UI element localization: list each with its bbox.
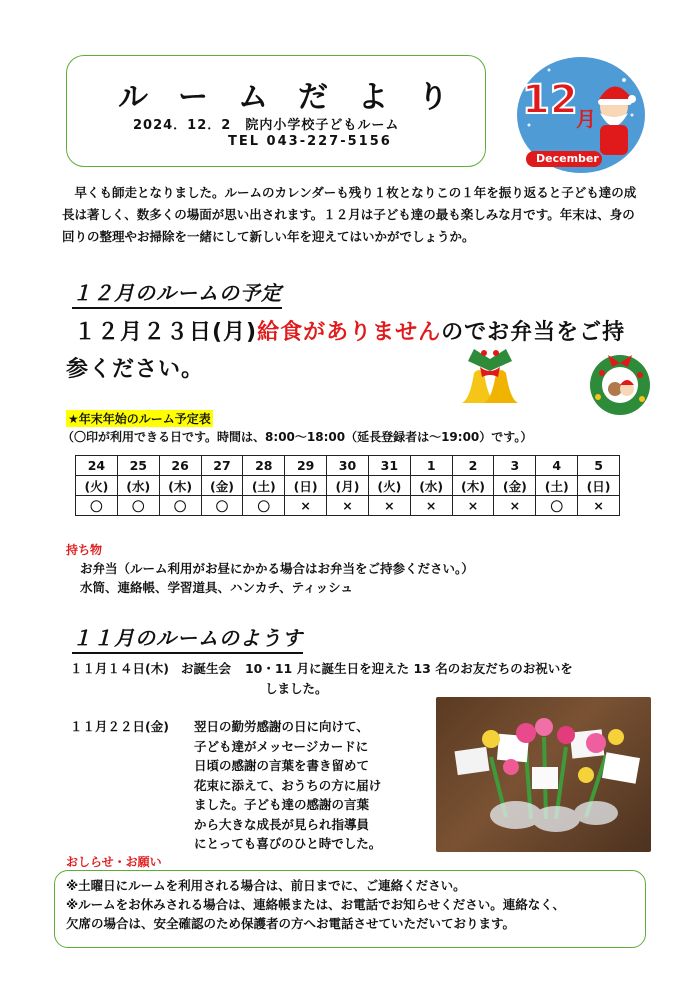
event1-name: お誕生会: [180, 661, 231, 676]
flower-bouquet-photo: [436, 697, 651, 852]
event1-text-cont: しました。: [265, 681, 328, 696]
schedule-day-cell: (木): [159, 476, 201, 496]
notice-line3: 欠席の場合は、安全確認のため保護者の方へお電話させていただいております。: [66, 916, 516, 931]
event1-line: [70, 659, 573, 677]
issue-date: 2024．12．2: [133, 118, 232, 133]
event2-line: から大きな成長が見られ指導員: [194, 816, 370, 832]
bring-items-line2: 水筒、連絡帳、学習道具、ハンカチ、ティッシュ: [80, 580, 353, 595]
phone-number: TEL 043-227-5156: [228, 134, 392, 149]
december-badge: [514, 55, 648, 175]
schedule-date-cell: 30: [327, 456, 369, 476]
no-lunch-alert: 給食がありません: [257, 320, 442, 345]
schedule-date-cell: 29: [285, 456, 327, 476]
schedule-mark-cell: ×: [578, 496, 620, 516]
schedule-day-cell: (火): [76, 476, 118, 496]
schedule-days-row: [76, 476, 620, 496]
lunch-notice-rest: のでお弁当をご持: [441, 320, 626, 345]
schedule-mark-cell: 〇: [159, 496, 201, 516]
schedule-mark-cell: 〇: [201, 496, 243, 516]
schedule-dates-row: [76, 456, 620, 476]
badge-english: December: [536, 152, 599, 165]
schedule-note: （〇印が利用できる日です。時間は、8:00～18:00（延長登録者は～19:00）です。）: [62, 430, 533, 444]
event2-date: １１月２２日(金): [70, 719, 169, 734]
schedule-day-cell: (水): [117, 476, 159, 496]
event2-line: にとっても喜びのひと時でした。: [194, 836, 382, 851]
schedule-mark-cell: 〇: [117, 496, 159, 516]
schedule-date-cell: 28: [243, 456, 285, 476]
event1-date: １１月１４日(木): [70, 661, 169, 676]
schedule-date-cell: 24: [76, 456, 118, 476]
event1-text: 10・11 月に誕生日を迎えた 13 名のお友だちのお祝いを: [244, 661, 573, 676]
notice-line1: ※土曜日にルームを利用される場合は、前日までに、ご連絡ください。: [66, 878, 466, 893]
schedule-day-cell: (土): [243, 476, 285, 496]
schedule-date-cell: 2: [452, 456, 494, 476]
schedule-mark-cell: 〇: [76, 496, 118, 516]
lunch-notice-line1: [74, 315, 625, 346]
schedule-day-cell: (日): [285, 476, 327, 496]
schedule-date-cell: 31: [368, 456, 410, 476]
lunch-notice-line2: 参ください。: [66, 357, 205, 382]
schedule-date-cell: 25: [117, 456, 159, 476]
schedule-day-cell: (火): [368, 476, 410, 496]
holiday-schedule-table: [75, 455, 620, 516]
schedule-title: ★年末年始のルーム予定表: [68, 412, 211, 426]
notice-line2: ※ルームをお休みされる場合は、連絡帳または、お電話でお知らせください。連絡なく、: [66, 897, 566, 912]
christmas-wreath-icon: [582, 345, 658, 421]
schedule-day-cell: (日): [578, 476, 620, 496]
organization-name: 院内小学校子どもルーム: [245, 118, 400, 133]
schedule-mark-cell: ×: [285, 496, 327, 516]
schedule-date-cell: 5: [578, 456, 620, 476]
badge-month-kanji: 月: [576, 107, 596, 131]
schedule-day-cell: (金): [201, 476, 243, 496]
event2-line: 日頃の感謝の言葉を書き留めて: [194, 758, 370, 773]
event2-line: 翌日の勤労感謝の日に向けて、: [194, 719, 369, 734]
schedule-day-cell: (月): [327, 476, 369, 496]
christmas-bells-icon: [454, 343, 526, 415]
schedule-mark-cell: ×: [410, 496, 452, 516]
schedule-mark-cell: ×: [327, 496, 369, 516]
bring-items-line1: お弁当（ルーム利用がお昼にかかる場合はお弁当をご持参ください。）: [80, 561, 474, 576]
event2-line: ました。子ども達の感謝の言葉: [194, 797, 370, 812]
schedule-mark-cell: 〇: [243, 496, 285, 516]
lunch-notice-date: １２月２３日(月): [74, 320, 258, 345]
schedule-day-cell: (金): [494, 476, 536, 496]
schedule-day-cell: (木): [452, 476, 494, 496]
schedule-date-cell: 26: [159, 456, 201, 476]
schedule-date-cell: 27: [201, 456, 243, 476]
schedule-date-cell: 4: [536, 456, 578, 476]
schedule-mark-cell: ×: [494, 496, 536, 516]
header-date-org: [133, 114, 399, 133]
schedule-day-cell: (土): [536, 476, 578, 496]
event2-description: [194, 717, 429, 854]
event2-line: 子ども達がメッセージカードに: [194, 738, 369, 754]
intro-paragraph: 早くも師走となりました。ルームのカレンダーも残り１枚となりこの１年を振り返ると子ども達の成長は著しく、数多くの場面が思い出されます。１２月は子ども達の最も楽しみな月です。年末は、身の回りの整理やお掃除を一緒にして新しい年を迎えてはいかがでしょうか。: [62, 185, 637, 244]
schedule-mark-cell: ×: [368, 496, 410, 516]
november-heading: １１月のルームのようす: [72, 622, 303, 654]
page-title: ルームだより: [118, 80, 478, 115]
schedule-date-cell: 3: [494, 456, 536, 476]
badge-month-number: 12: [522, 77, 578, 123]
schedule-marks-row: [76, 496, 620, 516]
december-heading: １２月のルームの予定: [72, 277, 282, 309]
schedule-mark-cell: 〇: [536, 496, 578, 516]
event2-line: 花束に添えて、おうちの方に届け: [194, 777, 382, 793]
bring-items-label: 持ち物: [66, 543, 103, 557]
notice-label: おしらせ・お願い: [66, 855, 162, 869]
schedule-date-cell: 1: [410, 456, 452, 476]
schedule-day-cell: (水): [410, 476, 452, 496]
schedule-mark-cell: ×: [452, 496, 494, 516]
